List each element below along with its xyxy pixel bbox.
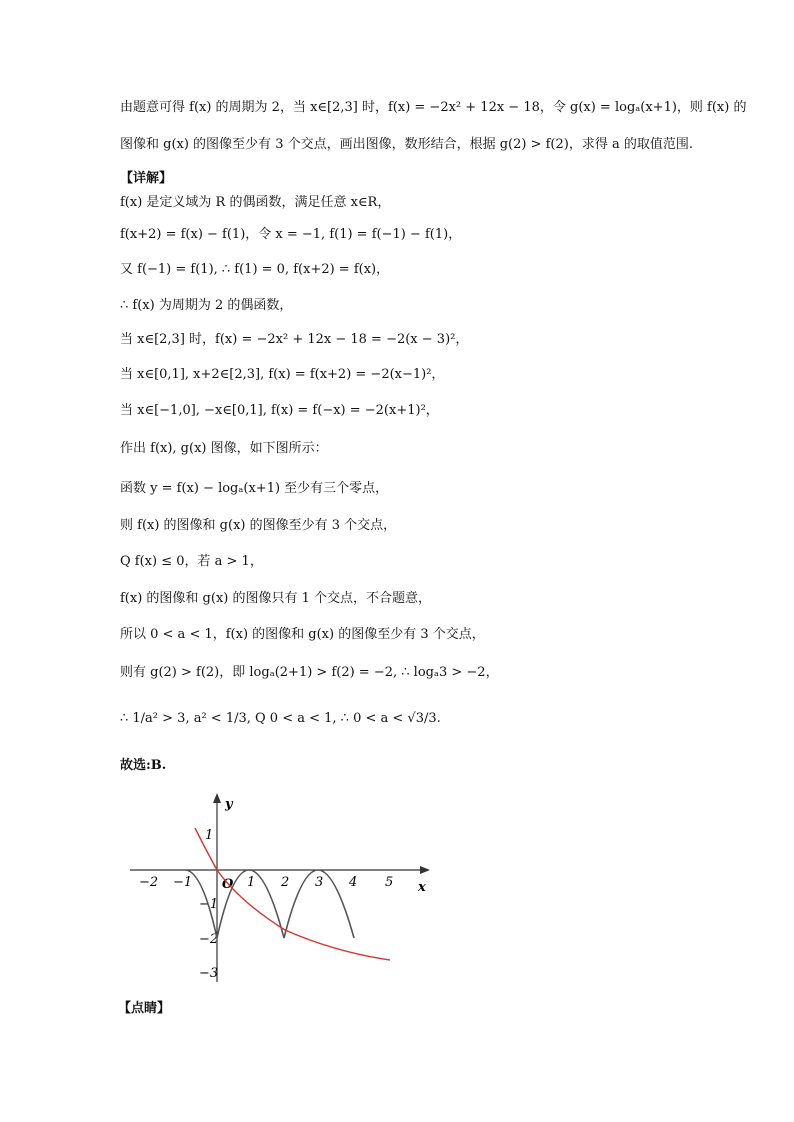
text-line-10: 作出 f(x), g(x) 图像，如下图所示：	[120, 441, 328, 456]
text-line-17: ∴ 1/a² > 3, a² < 1/3, Q 0 < a < 1, ∴ 0 < a < √3/3.	[120, 711, 441, 726]
x-tick-label: 1	[247, 875, 256, 890]
curve-g	[195, 828, 390, 960]
x-tick-label: 3	[315, 875, 324, 890]
text-line-9: 当 x∈[−1,0], −x∈[0,1], f(x) = f(−x) = −2(x+1)²，	[120, 403, 439, 418]
text-line-13: Q f(x) ≤ 0，若 a > 1，	[120, 554, 263, 569]
y-tick-label: −3	[199, 966, 219, 981]
text-line-16: 则有 g(2) > f(2)，即 logₐ(2+1) > f(2) = −2, ∴ logₐ3 > −2，	[120, 665, 499, 680]
x-tick-label: 4	[349, 875, 358, 890]
text-line-2: 图像和 g(x) 的图像至少有 3 个交点，画出图像，数形结合，根据 g(2) > f(2)，求得 a 的取值范围.	[120, 137, 693, 152]
text-line-15: 所以 0 < a < 1，f(x) 的图像和 g(x) 的图像至少有 3 个交点，	[120, 627, 485, 642]
origin-label: O	[222, 877, 234, 892]
text-line-12: 则 f(x) 的图像和 g(x) 的图像至少有 3 个交点，	[120, 518, 397, 533]
y-axis-label: y	[225, 797, 233, 812]
text-line-11: 函数 y = f(x) − logₐ(x+1) 至少有三个零点，	[120, 481, 389, 496]
text-line-1: 由题意可得 f(x) 的周期为 2，当 x∈[2,3] 时，f(x) = −2x² + 12x − 18，令 g(x) = logₐ(x+1)，则 f(x) 的	[120, 100, 747, 115]
text-line-answer: 故选:B.	[120, 758, 167, 773]
y-axis-arrow	[213, 793, 221, 803]
x-tick-label: −1	[173, 875, 193, 890]
x-tick-label: 5	[385, 875, 394, 890]
text-line-5: 又 f(−1) = f(1), ∴ f(1) = 0, f(x+2) = f(x)，	[120, 262, 390, 277]
text-line-14: f(x) 的图像和 g(x) 的图像只有 1 个交点，不合题意，	[120, 591, 432, 606]
function-graph	[125, 790, 435, 985]
text-line-7: 当 x∈[2,3] 时，f(x) = −2x² + 12x − 18 = −2(x − 3)²，	[120, 332, 469, 347]
y-tick-label: −2	[199, 932, 219, 947]
text-line-6: ∴ f(x) 为周期为 2 的偶函数，	[120, 298, 293, 313]
x-tick-label: −2	[139, 875, 159, 890]
section-heading-tip: 【点睛】	[118, 1001, 171, 1016]
x-axis-label: x	[418, 880, 426, 895]
x-tick-label: 2	[281, 875, 290, 890]
y-tick-label: 1	[205, 828, 214, 843]
section-heading-detail: 【详解】	[120, 171, 173, 186]
y-tick-label: −1	[199, 897, 219, 912]
text-line-8: 当 x∈[0,1], x+2∈[2,3], f(x) = f(x+2) = −2(x−1)²，	[120, 367, 445, 382]
text-line-4: f(x+2) = f(x) − f(1)，令 x = −1, f(1) = f(−1) − f(1)，	[120, 227, 462, 242]
text-line-3: f(x) 是定义域为 R 的偶函数，满足任意 x∈R，	[120, 195, 391, 210]
x-axis-arrow	[420, 866, 430, 874]
